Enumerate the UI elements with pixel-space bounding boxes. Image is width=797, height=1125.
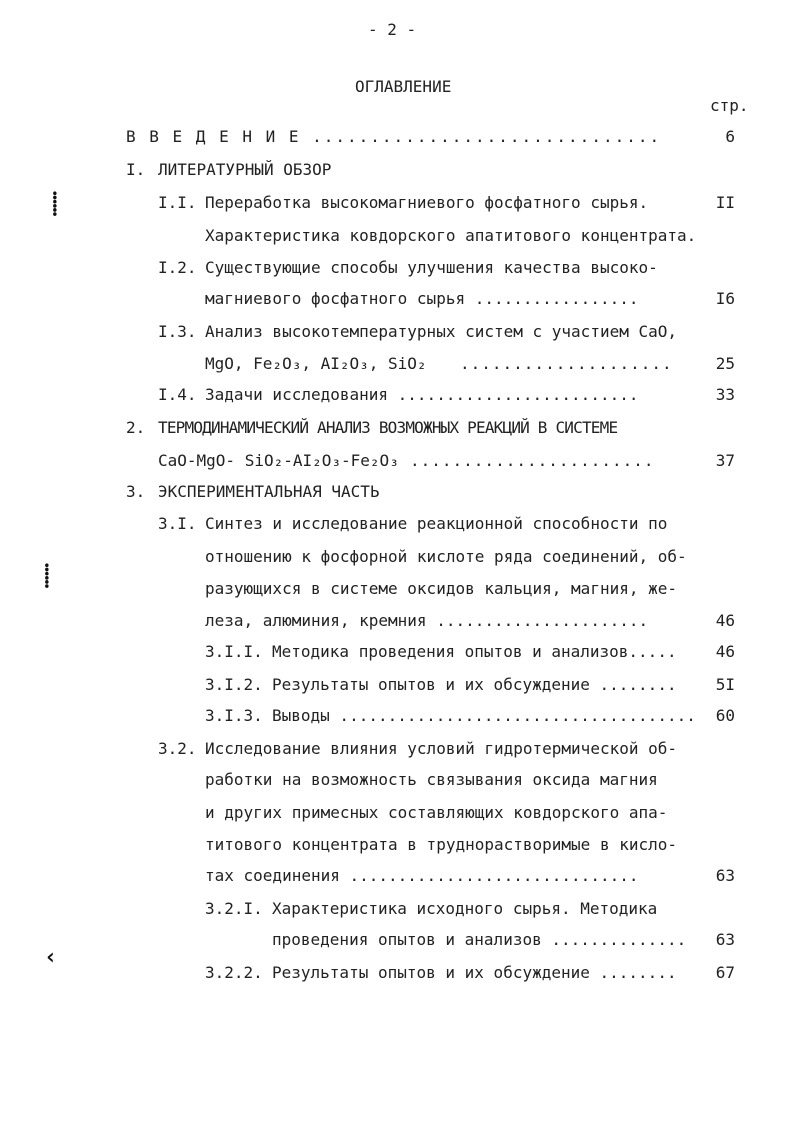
toc-entry-number: I.I. (158, 193, 197, 212)
toc-entry-page: II (715, 193, 735, 212)
toc-entry-text: ЭКСПЕРИМЕНТАЛЬНАЯ ЧАСТЬ (158, 482, 380, 501)
toc-entry-text: разующихся в системе оксидов кальция, магния, же- (205, 579, 678, 598)
toc-entry-number: 3. (126, 482, 146, 501)
toc-entry-text: проведения опытов и анализов .............. (272, 930, 687, 949)
toc-entry-page: 33 (715, 385, 735, 404)
page-number: - 2 - (368, 20, 417, 39)
toc-entry-text: Переработка высокомагниевого фосфатного сырья. (205, 193, 649, 212)
toc-entry-page: 46 (715, 642, 735, 661)
toc-entry-page: 5I (715, 675, 735, 694)
toc-entry-number: 3.2.2. (205, 963, 263, 982)
toc-entry-text: Выводы ..................................... (272, 706, 696, 725)
toc-entry-text: Существующие способы улучшения качества высоко- (205, 258, 658, 277)
toc-entry-text: CaO-MgO- SiO₂-AI₂O₃-Fe₂O₃ (158, 451, 399, 470)
toc-entry-page: 60 (715, 706, 735, 725)
toc-entry-text: Характеристика ковдорского апатитового концентрата. (205, 226, 697, 245)
margin-mark-icon: ‹ (44, 945, 58, 970)
toc-entry-leader: .................... (460, 354, 673, 373)
toc-entry-number: I.3. (158, 322, 197, 341)
toc-entry-text: Исследование влияния условий гидротермической об- (205, 739, 678, 758)
toc-entry-page: 63 (715, 930, 735, 949)
toc-entry-page: 37 (715, 451, 735, 470)
toc-entry-page: 67 (715, 963, 735, 982)
page-title: ОГЛАВЛЕНИЕ (355, 77, 452, 96)
toc-entry-number: I.4. (158, 385, 197, 404)
toc-entry-page: 63 (715, 866, 735, 885)
toc-entry-text: Результаты опытов и их обсуждение ........ (272, 963, 677, 982)
toc-entry-text: тах соединения .............................. (205, 866, 639, 885)
toc-entry-number: 3.I.I. (205, 642, 263, 661)
toc-entry-text: Анализ высокотемпературных систем с участием CaO, (205, 322, 678, 341)
toc-entry-number: 3.I.3. (205, 706, 263, 725)
toc-entry-text: Методика проведения опытов и анализов..... (272, 642, 677, 661)
toc-entry-text: Синтез и исследование реакционной способности по (205, 514, 668, 533)
margin-mark-icon: ⸽ (44, 564, 50, 589)
margin-mark-icon: ⸽ (52, 192, 58, 217)
toc-entry-text: титового концентрата в труднорастворимые в кисло- (205, 835, 678, 854)
toc-entry-text: леза, алюминия, кремния ...................... (205, 611, 649, 630)
toc-entry-number: 2. (126, 418, 146, 437)
toc-entry-text: В В Е Д Е Н И Е .............................. (126, 127, 662, 146)
toc-entry-page: 25 (715, 354, 735, 373)
toc-entry-text: ЛИТЕРАТУРНЫЙ ОБЗОР (158, 160, 332, 179)
toc-entry-text: Задачи исследования ......................... (205, 385, 639, 404)
toc-entry-text: работки на возможность связывания оксида магния (205, 770, 658, 789)
toc-entry-text: и других примесных составляющих ковдорского апа- (205, 803, 668, 822)
toc-entry-page: 46 (715, 611, 735, 630)
toc-entry-text: Результаты опытов и их обсуждение ........ (272, 675, 677, 694)
toc-entry-page: I6 (715, 289, 735, 308)
toc-entry-text: MgO, Fe₂O₃, AI₂O₃, SiO₂ (205, 354, 427, 373)
toc-entry-number: I.2. (158, 258, 197, 277)
toc-entry-leader: ....................... (410, 451, 655, 470)
toc-entry-number: I. (126, 160, 146, 179)
toc-entry-number: 3.2. (158, 739, 197, 758)
toc-entry-text: Характеристика исходного сырья. Методика (272, 899, 658, 918)
toc-entry-page: 6 (725, 127, 735, 146)
page-column-header: стр. (710, 96, 749, 115)
toc-entry-number: 3.2.I. (205, 899, 263, 918)
toc-entry-text: магниевого фосфатного сырья ................. (205, 289, 639, 308)
toc-entry-number: 3.I.2. (205, 675, 263, 694)
toc-entry-number: 3.I. (158, 514, 197, 533)
toc-entry-text: отношению к фосфорной кислоте ряда соединений, об- (205, 547, 687, 566)
toc-entry-text: ТЕРМОДИНАМИЧЕСКИЙ АНАЛИЗ ВОЗМОЖНЫХ РЕАКЦИЙ В СИСТЕМЕ (158, 418, 618, 437)
